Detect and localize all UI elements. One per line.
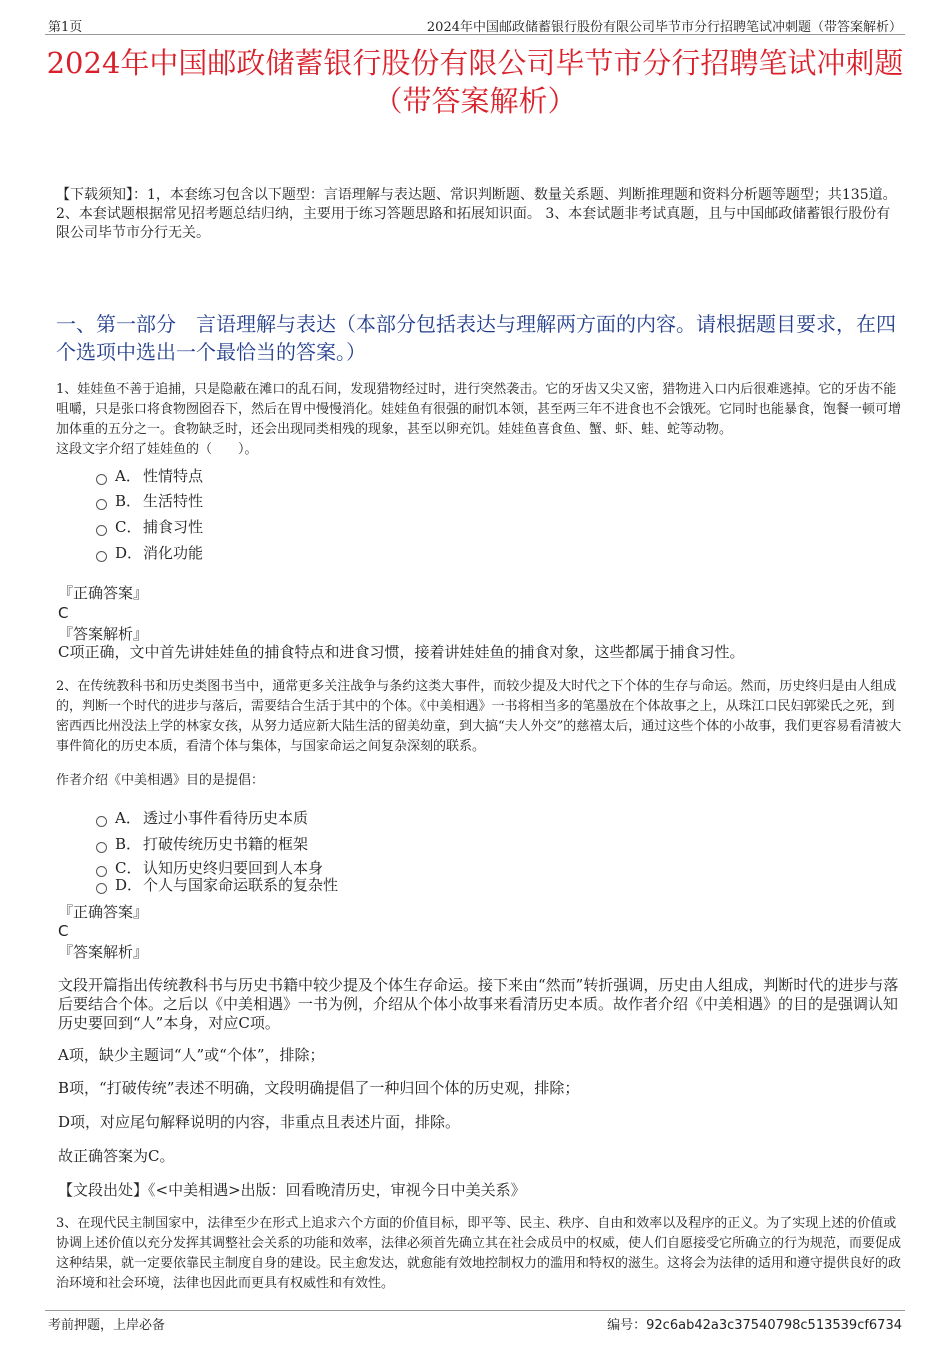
footer-slogan: 考前押题，上岸必备 xyxy=(48,1318,166,1333)
q2-conclusion: 故正确答案为C。 xyxy=(58,1147,175,1165)
q2-correct-label: 『正确答案』 xyxy=(58,903,149,921)
q2-option-c[interactable]: C． 认知历史终归要回到人本身 xyxy=(96,858,323,878)
page-footer xyxy=(45,1310,905,1333)
radio-icon[interactable] xyxy=(96,525,107,536)
q2-source: 【文段出处】《<中美相遇>出版：回看晚清历史，审视今日中美关系》 xyxy=(58,1181,526,1199)
q2-analysis: 文段开篇指出传统教科书与历史书籍中较少提及个体生存命运。接下来由“然而”转折强调，历史由人组成，判断时代的进步与落后要结合个体。之后以《中美相遇》一书为例，介绍从个体小故事来看清历史本质。故作者介绍《中美相遇》的目的是强调认知历史要回到“人”本身，对应C项。 xyxy=(58,976,899,1032)
question-2-question: 作者介绍《中美相遇》目的是提倡： xyxy=(56,773,265,788)
download-notice: 【下载须知】：1，本套练习包含以下题型：言语理解与表达题、常识判断题、数量关系题、判断推理题和资料分析题等题型；共135道。 2、本套试题根据常见招考题总结归纳，主要用于练习答题思路和拓展知识面。 3、本套试题非考试真题，且与中国邮政储蓄银行股份有限公司毕节市分行无关。 xyxy=(56,187,897,241)
q2-option-a[interactable]: A． 透过小事件看待历史本质 xyxy=(96,808,308,828)
radio-icon[interactable] xyxy=(96,499,107,510)
q1-analysis: C项正确，文中首先讲娃娃鱼的捕食特点和进食习惯，接着讲娃娃鱼的捕食对象，这些都属于捕食习性。 xyxy=(58,643,745,661)
q1-option-a[interactable]: A． 性情特点 xyxy=(96,466,203,486)
q2-item-b: B项，“打破传统”表述不明确，文段明确提倡了一种归回个体的历史观，排除； xyxy=(58,1079,580,1097)
page-number: 第1页 xyxy=(48,20,83,35)
section-title: 一、第一部分 言语理解与表达（本部分包括表达与理解两方面的内容。请根据题目要求，在四个选项中选出一个最恰当的答案。） xyxy=(56,312,896,364)
question-1-stem: 1、娃娃鱼不善于追捕，只是隐蔽在滩口的乱石间，发现猎物经过时，进行突然袭击。它的牙齿又尖又密，猎物进入口内后很难逃掉。它的牙齿不能咀嚼，只是张口将食物囫囵吞下，然后在胃中慢慢消化。娃娃鱼有很强的耐饥本领，甚至两三年不进食也不会饿死。它同时也能暴食，饱餐一顿可增加体重的五分之一。食物缺乏时，还会出现同类相残的现象，甚至以卵充饥。娃娃鱼喜食鱼、蟹、虾、蛙、蛇等动物。 这段文字介绍了娃娃鱼的（ ）。 xyxy=(56,382,902,457)
q2-analysis-label: 『答案解析』 xyxy=(58,943,149,961)
q2-option-b[interactable]: B． 打破传统历史书籍的框架 xyxy=(96,834,308,854)
radio-icon[interactable] xyxy=(96,816,107,827)
question-3-stem: 3、在现代民主制国家中，法律至少在形式上追求六个方面的价值目标，即平等、民主、秩序、自由和效率以及程序的正义。为了实现上述的价值或协调上述价值以充分发挥其调整社会关系的功能和效率，法律必须首先确立其在社会成员中的权威，使人们自愿接受它所确立的行为规范，而要促成这种结果，就一定要依靠民主制度自身的建设。民主愈发达，就愈能有效地控制权力的滥用和特权的滋生。这将会为法律的适用和遵守提供良好的政治环境和社会环境，法律也因此而更具有权威性和有效性。 xyxy=(56,1216,902,1291)
question-2-stem: 2、在传统教科书和历史类图书当中，通常更多关注战争与条约这类大事件，而较少提及大时代之下个体的生存与命运。然而，历史终归是由人组成的，判断一个时代的进步与落后，需要结合生活于其中的个体。《中美相遇》一书将相当多的笔墨放在个体故事之上，从珠江口民妇郭梁氏之死，到密西西比州没法上学的林家女孩，从努力适应新大陆生活的留美幼童，到大搞“夫人外交”的慈禧太后，通过这些个体的小故事，我们更容易看清被大事件简化的历史本质，看清个体与集体，与国家命运之间复杂深刻的联系。 xyxy=(56,679,902,754)
q1-option-c[interactable]: C． 捕食习性 xyxy=(96,517,203,537)
header-doc-title: 2024年中国邮政储蓄银行股份有限公司毕节市分行招聘笔试冲刺题（带答案解析） xyxy=(426,20,902,35)
radio-icon[interactable] xyxy=(96,842,107,853)
q1-correct-answer: C xyxy=(58,604,69,622)
q2-correct-answer: C xyxy=(58,922,69,940)
q1-option-d[interactable]: D．消化功能 xyxy=(96,543,203,563)
radio-icon[interactable] xyxy=(96,474,107,485)
radio-icon[interactable] xyxy=(96,883,107,894)
document-title: 2024年中国邮政储蓄银行股份有限公司毕节市分行招聘笔试冲刺题（带答案解析） xyxy=(46,46,904,118)
page-header xyxy=(45,14,905,35)
q1-analysis-label: 『答案解析』 xyxy=(58,625,149,643)
footer-code: 编号：92c6ab42a3c37540798c513539cf6734 xyxy=(607,1318,902,1333)
q2-item-d: D项，对应尾句解释说明的内容，非重点且表述片面，排除。 xyxy=(58,1113,461,1131)
q1-option-b[interactable]: B． 生活特性 xyxy=(96,491,203,511)
q1-correct-label: 『正确答案』 xyxy=(58,584,149,602)
q2-option-d[interactable]: D．个人与国家命运联系的复杂性 xyxy=(96,875,338,895)
q2-item-a: A项，缺少主题词“人”或“个体”，排除； xyxy=(58,1046,325,1064)
radio-icon[interactable] xyxy=(96,551,107,562)
